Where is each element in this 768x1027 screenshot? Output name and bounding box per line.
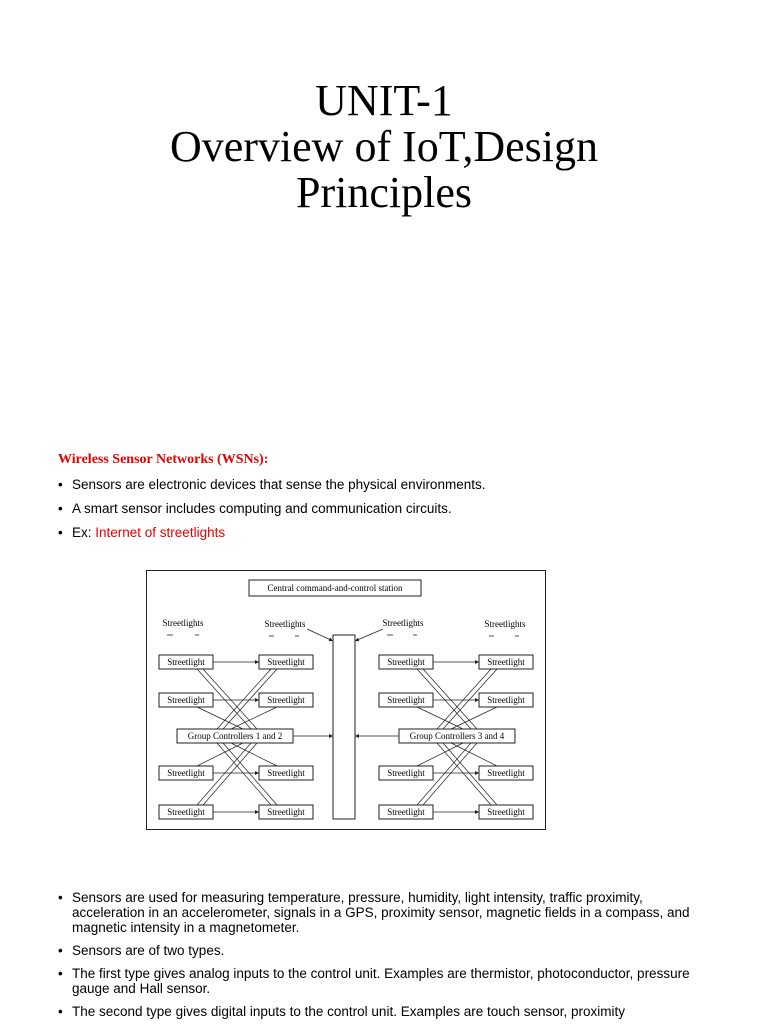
details-bullet-list [58,890,718,1027]
streetlight-label: Streetlight [267,657,305,667]
group-controller-left-label: Group Controllers 1 and 2 [187,731,283,741]
title-line-2: Overview of IoT,Design [169,122,599,171]
bullet-item: • The first type gives analog inputs to the control unit. Examples are thermistor, photoconductor, pressure gauge and Hall sensor. [58,966,718,996]
title-line-1: UNIT-1 [315,76,453,125]
example-link-text: Internet of streetlights [95,525,226,540]
streetlight-label: Streetlight [267,807,305,817]
streetlight-label: Streetlight [267,768,305,778]
streetlight-label: Streetlight [167,695,205,705]
streetlight-label: Streetlight [167,657,205,667]
bullet-item: • A smart sensor includes computing and communication circuits. [58,500,738,517]
section-heading: Wireless Sensor Networks (WSNs): [58,452,269,467]
streetlight-label: Streetlight [167,807,205,817]
diagram-svg [147,571,545,829]
group-controller-right-label: Group Controllers 3 and 4 [409,731,505,741]
streetlight-label: Streetlight [387,657,425,667]
central-bus [333,635,355,819]
bullet-item: • Sensors are electronic devices that sense the physical environments. [58,476,738,493]
streetlights-label: Streetlights [484,619,526,629]
bullet-item-example [58,524,738,541]
intro-bullet-list [58,476,738,548]
example-prefix: Ex: [72,525,96,540]
page-title [0,78,768,216]
streetlights-network-diagram [146,570,546,830]
streetlight-label: Streetlight [167,768,205,778]
title-line-3: Principles [296,168,472,217]
streetlights-label: Streetlights [264,619,306,629]
streetlight-label: Streetlight [487,695,525,705]
streetlight-label: Streetlight [387,807,425,817]
uplink-arrow [355,629,383,641]
streetlight-label: Streetlight [487,657,525,667]
streetlight-label: Streetlight [267,695,305,705]
streetlight-label: Streetlight [387,695,425,705]
streetlights-label: Streetlights [162,618,204,628]
streetlight-label: Streetlight [487,807,525,817]
streetlights-label: Streetlights [382,618,424,628]
uplink-arrow [307,629,333,641]
central-station-label: Central command-and-control station [267,583,403,593]
bullet-item: • The second type gives digital inputs to the control unit. Examples are touch sensor, proximity [58,1004,718,1019]
bullet-item: • Sensors are used for measuring temperature, pressure, humidity, light intensity, traffic proximity, acceleration in an accelerometer, signals in a GPS, proximity sensor, magnetic fields in a compass, and magnetic intensity in a magnetometer. [58,890,718,935]
streetlight-label: Streetlight [487,768,525,778]
bullet-item: • Sensors are of two types. [58,943,718,958]
streetlight-label: Streetlight [387,768,425,778]
